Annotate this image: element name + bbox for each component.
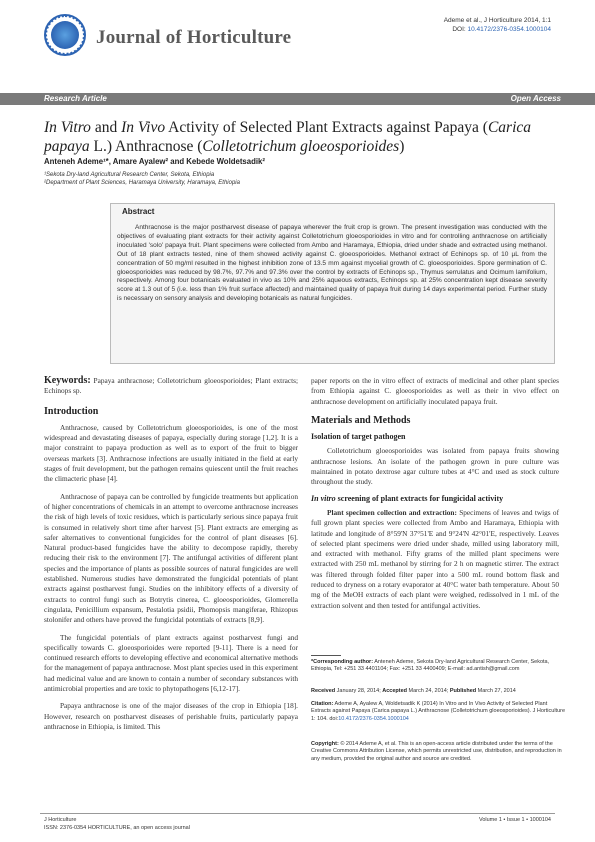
isolation-heading: Isolation of target pathogen: [311, 432, 406, 442]
affiliation-2: ²Department of Plant Sciences, Haramaya University, Haramaya, Ethiopia: [44, 180, 240, 186]
intro-paragraph-4: Papaya anthracnose is one of the major diseases of the crop in Ethiopia [18]. However, research on postharvest diseases of perishable fruits, particularly papaya anthracnose in Ethiopia, is limited. This: [44, 701, 298, 731]
keywords-label: Keywords:: [44, 375, 91, 386]
screening-heading-rest: screening of plant extracts for fungicidal activity: [335, 493, 504, 503]
keywords: [44, 376, 298, 397]
title-segment: L.) Anthracnose (: [89, 138, 203, 155]
footer-divider: [40, 813, 555, 814]
title-segment: In Vitro: [44, 119, 91, 136]
doi-prefix: DOI:: [452, 26, 468, 33]
doi-line: [444, 25, 551, 34]
footer-journal: [44, 817, 190, 832]
published-date: March 27, 2014: [476, 688, 516, 694]
article-type-label: Research Article: [44, 94, 107, 103]
title-segment: In Vivo: [121, 119, 166, 136]
citation-note: [311, 701, 566, 723]
footer-journal-name: J Horticulture: [44, 817, 77, 823]
journal-seal-icon: [44, 14, 86, 56]
right-column: [311, 376, 559, 611]
intro-paragraph-1: Anthracnose, caused by Colletotrichum gloeosporioides, is one of the most widespread and devastating diseases of papaya, especially during storage [1,2]. It is a major constraint to papaya production as well as to export of the fruit to bigger overseas markets [3]. Anthracnose infections are usually initiated in the field at early stages of fruit development, but the pathogen remains quiescent until the fruit reaches the climacteric phase [4].: [44, 422, 298, 484]
journal-title: Journal of Horticulture: [96, 27, 292, 48]
title-segment: ): [399, 138, 405, 155]
copyright-label: Copyright:: [311, 741, 339, 747]
abstract-text: Anthracnose is the major postharvest disease of papaya wherever the fruit crop is grown. The present investigation was conducted with the objectives of evaluating plant extracts for their activity against Colletotrichum gloeosporioides in vitro and for controlling anthracnose on artificially inoculated 'solo' papaya fruit. Plant specimens were collected from Ambo and Haramaya, Ethiopia, dried under shade and extracted using methanol. Out of 18 plant extracts tested, nine of them showed activity against C. gloeosporioides. Methanol extract of Echinops sp. of 10 µL from the concentration of 50 mg/ml resulted in the highest inhibition zone of 13.5 mm against mycelial growth of C. gloeosporioides. Spore germination of C. gloeosporioides was reduced by 98.7%, 97.7% and 97.3% over the control by extracts of Echinops sp., Thymus serrulatus and Ocimum lamifolium, respectively. Among four botanicals evaluated in vivo as 10% and 25% aqueous extracts, Echinops sp. at 25% concentration kept disease severity score at 1.3 out of 5 (i.e. less than 1% fruit surface affected) and maintained quality of papaya fruit during 14 days experimental period. Further study is necessary on sensory analysis and developing botanicals as natural fungicides.: [117, 224, 547, 303]
intro-paragraph-2: Anthracnose of papaya can be controlled by fungicide treatments but application of higher concentrations of chemicals in an attempt to overcome anthracnose increases the risk of high levels of toxic residues, which is particularly serious since papaya fruit is consumed in relatively short time after harvest [5]. Plant extracts are emerging as safer alternatives to conventional fungicides for the control of plant diseases [6]. Natural product-based fungicides have the ability to decompose rapidly, thereby reducing their risk to the environment [7]. The antifungal activities of different plant species and the importance of plants as possible sources of natural fungicides are well established. Numerous studies have demonstrated the fungicidal potentials of plant extracts against postharvest fungi. Studies on the inhibitory effects of a diversity of extracts to control fungi such as Botrytis cinerea, C. gloeosporioides, Glomerella cingulata, Penicillium expansum, Pestalotia psidii, Phomopsis mangiferae, Rhizopus stolonifer and others have proved the fungicidal potentials of extracts [8,9].: [44, 491, 298, 625]
affiliation-1: ¹Sekota Dry-land Agricultural Research Center, Sekota, Ethiopia: [44, 172, 215, 178]
abstract-heading: Abstract: [122, 207, 155, 216]
header-citation: [444, 16, 551, 34]
intro-paragraph-3: The fungicidal potentials of plant extracts against postharvest fungi and specifically towards C. gloeosporioides were reported [9-11]. There is a need for continued research efforts to developing effective and economical alternative methods for the management of papaya anthracnose. Most plant species used in this experiment had medicinal value and are known to contain a number of secondary substances with antimicrobial properties and are toxic to phytopathogens [6,12-17].: [44, 632, 298, 694]
open-access-label: Open Access: [510, 94, 561, 103]
methods-heading: Materials and Methods: [311, 414, 411, 426]
corr-text: Anteneh Ademe, Sekota Dry-land Agricultural Research Center, Sekota, Ethiopia, Tel: +251 33 4401104; Fax: +251 33 4400409; E-mail: ad.antish@gmail.com: [311, 659, 550, 673]
seal-globe: [51, 21, 79, 49]
dates-line: [311, 688, 566, 695]
collection-paragraph: [311, 508, 559, 611]
continued-paragraph: paper reports on the in vitro effect of extracts of medicinal and other plant species from Ethiopia against C. gloeosporioides as well as their in vivo effect on anthracnose development on artificially inoculated papaya fruit.: [311, 376, 559, 406]
collection-lead: Plant specimen collection and extraction:: [327, 507, 457, 517]
footer-issn: ISSN: 2376-0354 HORTICULTURE, an open access journal: [44, 824, 190, 831]
affiliations: [44, 171, 240, 187]
received-date: January 28, 2014;: [335, 688, 383, 694]
accepted-date: March 24, 2014;: [407, 688, 450, 694]
copyright-text: © 2014 Ademe A, et al. This is an open-access article distributed under the terms of the Creative Commons Attribution License, which permits unrestricted use, distribution, and reproduction in any medium, provided the original author and source are credited.: [311, 741, 562, 762]
citation-text: Ademe A, Ayalew A, Woldetsadik K (2014) In Vitro and In Vivo Activity of Selected Plant Extracts against Papaya (Carica papaya L.) Anthracnose (Colletotrichum gloeosporioides). J Horticulture 1: 104. doi:: [311, 701, 566, 722]
collection-text: Specimens of leaves and twigs of full grown plant species were collected from Ambo and Haramaya, Ethiopia with latitude and longitude of 8°59'N 37°51'E and 9°24'N 42°01'E, respectively. Leaves of selected plant specimens were dried under shade, milled using laboratory mill, and extracted with methanol. Fifty grams of the milled plant specimens were extracted with 250 mL methanol by stirring for 2 h on magnetic stirrer. The extract was filtered through folded filter paper into a 500 mL round bottom flask and reduced to dryness on a rotary evaporator at 40°C water bath temperature. About 50 mg of the MeOH extracts of each plant were weighed, redissolved in 1 mL of the extraction solvent and then tested for antifungal activities.: [311, 507, 559, 610]
citation-line: Ademe et al., J Horticulture 2014, 1:1: [443, 17, 551, 24]
title-segment: and: [90, 119, 122, 136]
citation-label: Citation:: [311, 701, 334, 707]
screening-heading: [311, 494, 559, 504]
corr-label: *Corresponding author:: [311, 659, 374, 665]
isolation-paragraph: Colletotrichum gloeosporioides was isolated from papaya fruits showing anthracnose lesions. An isolate of the pathogen grown in pure culture was maintained in potato dextrose agar culture tubes at 4°C and used as stock culture throughout the study.: [311, 446, 559, 487]
citation-doi-link[interactable]: 10.4172/2376-0354.1000104: [338, 715, 409, 722]
left-column: [44, 376, 298, 732]
doi-link[interactable]: 10.4172/2376-0354.1000104: [467, 26, 551, 33]
article-title: [44, 118, 554, 156]
accepted-label: Accepted: [382, 688, 408, 694]
title-segment: Colletotrichum gloeosporioides: [202, 138, 400, 155]
introduction-heading: Introduction: [44, 405, 99, 417]
footer-volume: Volume 1 • Issue 1 • 1000104: [478, 817, 551, 823]
corresponding-author: [311, 659, 566, 674]
published-label: Published: [449, 688, 477, 694]
screening-heading-italic: In vitro: [311, 493, 336, 503]
title-segment: Carica papaya: [44, 119, 532, 155]
notes-divider: [311, 655, 341, 656]
received-label: Received: [311, 688, 336, 694]
copyright-note: [311, 741, 566, 763]
keywords-text: Papaya anthracnose; Colletotrichum gloeosporioides; Plant extracts; Echinops sp.: [44, 376, 298, 396]
author-list: Anteneh Ademe¹*, Amare Ayalew² and Kebede Woldetsadik²: [44, 157, 265, 166]
title-segment: Activity of Selected Plant Extracts against Papaya (: [165, 119, 488, 136]
